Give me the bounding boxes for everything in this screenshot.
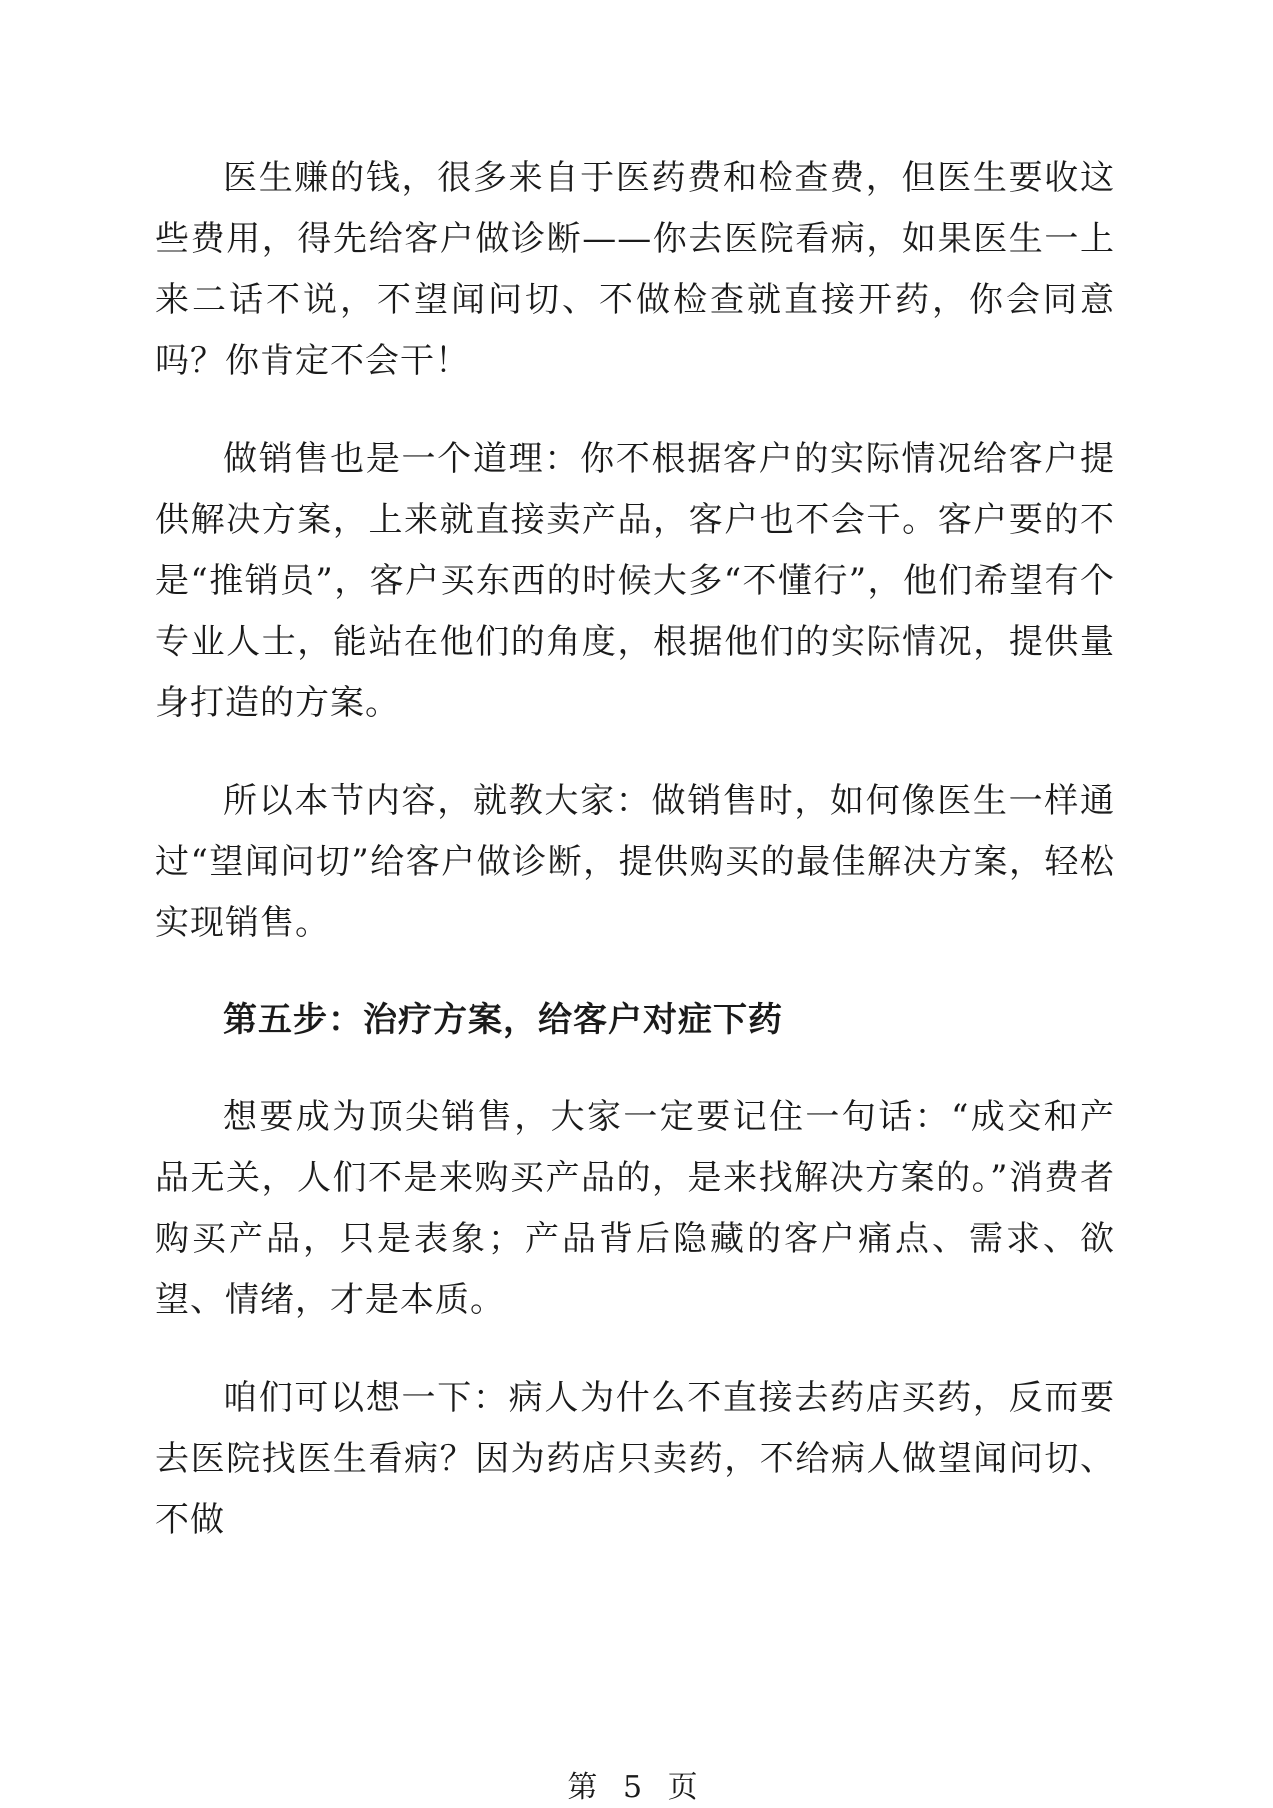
paragraph-sales-analogy: 做销售也是一个道理：你不根据客户的实际情况给客户提供解决方案，上来就直接卖产品，客户也不会干。客户要的不是“推销员”，客户买东西的时候大多“不懂行”，他们希望有个专业人士，能站在他们的角度，根据他们的实际情况，提供量身打造的方案。 [155,439,1115,723]
document-body [155,148,1115,1551]
paragraph-top-sales: 想要成为顶尖销售，大家一定要记住一句话：“成交和产品无关，人们不是来购买产品的，是来找解决方案的。”消费者购买产品，只是表象；产品背后隐藏的客户痛点、需求、欲望、情绪，才是本质。 [155,1097,1115,1320]
page-number: 第 5 页 [567,1770,706,1805]
paragraph-pharmacy-vs-hospital: 咱们可以想一下：病人为什么不直接去药店买药，反而要去医院找医生看病？因为药店只卖药，不给病人做望闻问切、不做 [155,1378,1115,1540]
section-heading-step-five: 第五步：治疗方案，给客户对症下药 [223,1000,783,1040]
paragraph-section-intro: 所以本节内容，就教大家：做销售时，如何像医生一样通过“望闻问切”给客户做诊断，提供购买的最佳解决方案，轻松实现销售。 [155,781,1115,943]
paragraph-doctor-fees: 医生赚的钱，很多来自于医药费和检查费，但医生要收这些费用，得先给客户做诊断——你去医院看病，如果医生一上来二话不说，不望闻问切、不做检查就直接开药，你会同意吗？你肯定不会干！ [155,158,1115,381]
